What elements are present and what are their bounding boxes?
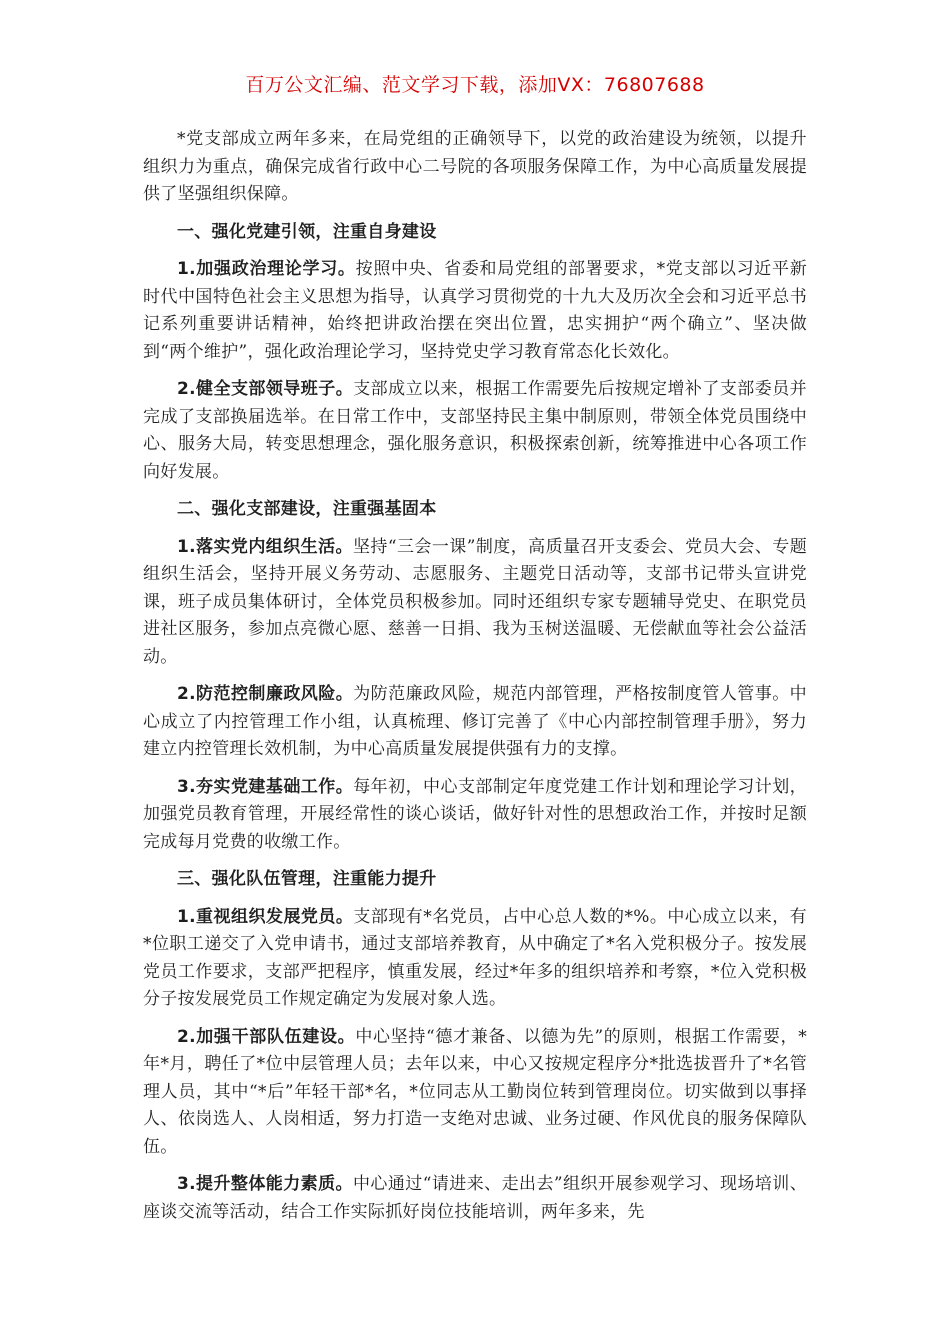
item-body: 按照中央、省委和局党组的部署要求，*党支部以习近平新时代中国特色社会主义思想为指导，认真学习贯彻党的十九大及历次全会和习近平总书记系列重要讲话精神，始终把讲政治摆在突出位置，忠实拥护“两个确立”、坚决做到“两个维护”，强化政治理论学习，坚持党史学习教育常态化长效化。 xyxy=(143,259,807,362)
section-3-item-1 xyxy=(143,904,807,1014)
section-heading-1: 一、强化党建引领，注重自身建设 xyxy=(177,221,437,242)
section-1-item-2 xyxy=(143,376,807,486)
item-lead: 3.提升整体能力素质。 xyxy=(177,1174,353,1194)
item-body: 每年初，中心支部制定年度党建工作计划和理论学习计划，加强党员教育管理，开展经常性的谈心谈话，做好针对性的思想政治工作，并按时足额完成每月党费的收缴工作。 xyxy=(143,776,807,852)
item-body: 支部成立以来，根据工作需要先后按规定增补了支部委员并完成了支部换届选举。在日常工作中，支部坚持民主集中制原则，带领全体党员围绕中心、服务大局，转变思想理念，强化服务意识，积极探索创新，统筹推进中心各项工作向好发展。 xyxy=(143,379,807,482)
promo-banner: 百万公文汇编、范文学习下载，添加VX：76807688 xyxy=(245,74,705,96)
item-lead: 1.加强政治理论学习。 xyxy=(177,259,356,279)
section-2-item-2 xyxy=(143,681,807,764)
intro-paragraph: *党支部成立两年多来，在局党组的正确领导下，以党的政治建设为统领，以提升组织力为重点，确保完成省行政中心二号院的各项服务保障工作，为中心高质量发展提供了坚强组织保障。 xyxy=(143,129,807,204)
item-lead: 2.防范控制廉政风险。 xyxy=(177,684,354,704)
section-1-item-1 xyxy=(143,256,807,366)
item-lead: 3.夯实党建基础工作。 xyxy=(177,776,354,797)
item-lead: 1.重视组织发展党员。 xyxy=(177,906,354,927)
item-lead: 1.落实党内组织生活。 xyxy=(177,536,353,557)
document-body xyxy=(143,126,807,1236)
section-2-item-3 xyxy=(143,774,807,857)
section-3-item-3 xyxy=(143,1171,807,1226)
item-body: 坚持“三会一课”制度，高质量召开支委会、党员大会、专题组织生活会，坚持开展义务劳动、志愿服务、主题党日活动等，支部书记带头宣讲党课，班子成员集体研讨，全体党员积极参加。同时还组织专家专题辅导党史、在职党员进社区服务，参加点亮微心愿、慈善一日捐、我为玉树送温暖、无偿献血等社会公益活动。 xyxy=(143,536,808,667)
section-heading-2: 二、强化支部建设，注重强基固本 xyxy=(177,499,437,519)
section-heading-3: 三、强化队伍管理，注重能力提升 xyxy=(177,869,437,889)
section-3-item-2 xyxy=(143,1024,807,1162)
item-body: 中心坚持“德才兼备、以德为先”的原则，根据工作需要，*年*月，聘任了*位中层管理人员；去年以来，中心又按规定程序分*批选拔晋升了*名管理人员，其中“*后”年轻干部*名，*位同志从工勤岗位转到管理岗位。切实做到以事择人、依岗选人、人岗相适，努力打造一支绝对忠诚、业务过硬、作风优良的服务保障队伍。 xyxy=(143,1026,808,1157)
item-lead: 2.加强干部队伍建设。 xyxy=(177,1026,356,1047)
item-body: 中心通过“请进来、走出去”组织开展参观学习、现场培训、座谈交流等活动，结合工作实际抓好岗位技能培训，两年多来，先 xyxy=(143,1174,808,1222)
item-body: 为防范廉政风险，规范内部管理，严格按制度管人管事。中心成立了内控管理工作小组，认真梳理、修订完善了《中心内部控制管理手册》，努力建立内控管理长效机制，为中心高质量发展提供强有力的支撑。 xyxy=(143,684,807,759)
section-2-item-1 xyxy=(143,534,807,672)
item-body: 支部现有*名党员，占中心总人数的*%。中心成立以来，有*位职工递交了入党申请书，通过支部培养教育，从中确定了*名入党积极分子。按发展党员工作要求，支部严把程序，慎重发展，经过*年多的组织培养和考察，*位入党积极分子按发展党员工作规定确定为发展对象人选。 xyxy=(143,906,807,1009)
item-lead: 2.健全支部领导班子。 xyxy=(177,379,354,399)
